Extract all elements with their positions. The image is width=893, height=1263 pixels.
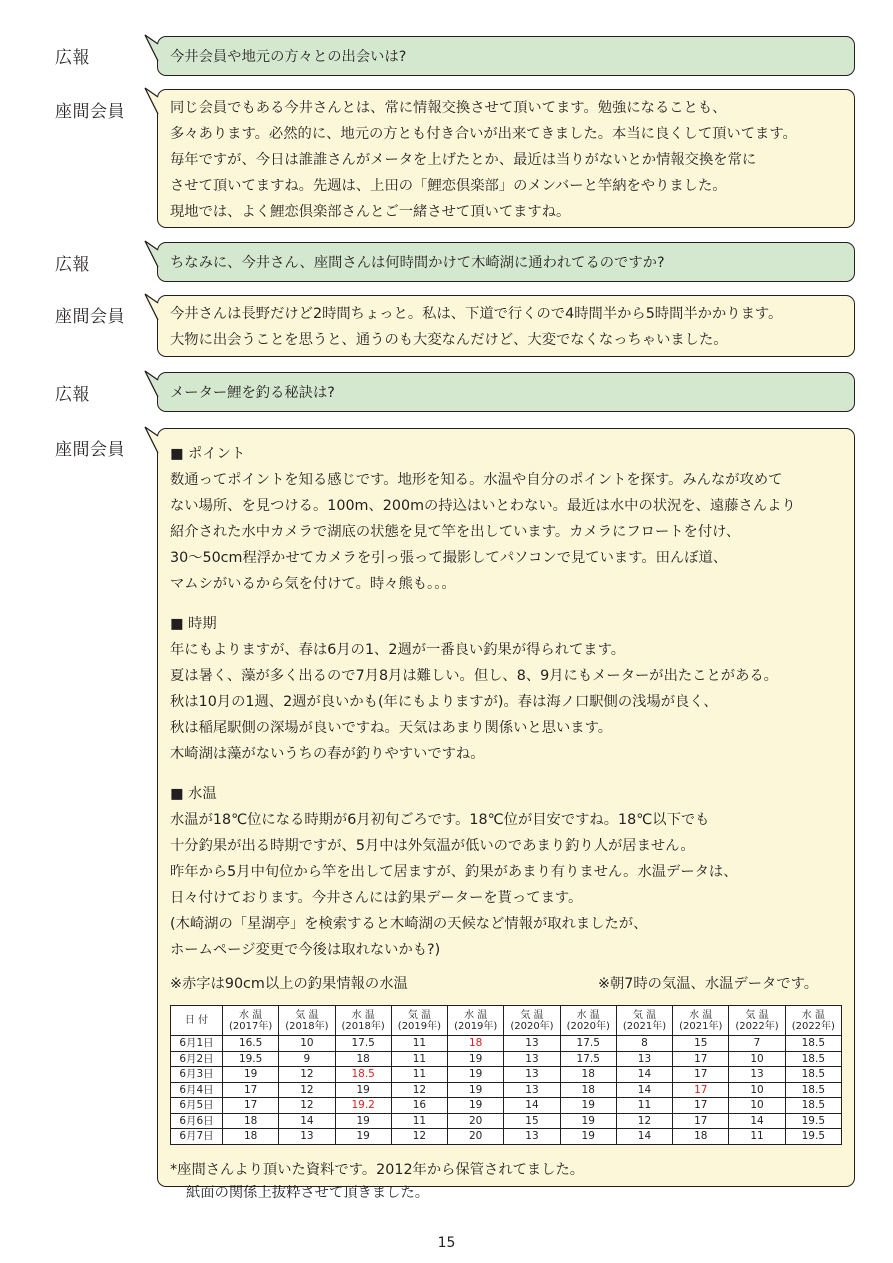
answer-line: ホームページ変更で今後は取れないかも?) [170, 942, 441, 958]
value-cell: 19 [448, 1051, 504, 1067]
value-cell: 17.5 [335, 1036, 391, 1052]
header-cell: 水 温 (2021年) [673, 1006, 729, 1036]
value-cell: 12 [391, 1082, 447, 1098]
table-row [171, 1067, 842, 1083]
value-cell: 17 [673, 1113, 729, 1129]
date-cell: 6月1日 [171, 1036, 223, 1052]
value-cell: 17 [223, 1098, 279, 1114]
table-body [171, 1036, 842, 1145]
value-cell: 19.5 [223, 1051, 279, 1067]
value-cell: 7 [729, 1036, 785, 1052]
value-cell: 19 [560, 1129, 616, 1145]
answer-bubble [157, 89, 855, 228]
date-cell: 6月5日 [171, 1098, 223, 1114]
question-text: メーター鯉を釣る秘訣は? [170, 385, 335, 401]
answer-line: させて頂いてますね。先週は、上田の「鯉恋倶楽部」のメンバーと竿納をやりました。 [170, 178, 727, 194]
value-cell: 13 [616, 1051, 672, 1067]
answer-line: 30〜50cm程浮かせてカメラを引っ張って撮影してパソコンで見ています。田んぼ道、 [170, 550, 728, 566]
value-cell: 19 [560, 1098, 616, 1114]
header-cell: 水 温 (2018年) [335, 1006, 391, 1036]
value-cell: 13 [504, 1129, 560, 1145]
value-cell: 19 [335, 1129, 391, 1145]
value-cell: 18 [223, 1113, 279, 1129]
answer-line: マムシがいるから気を付けて。時々熊も。。。 [170, 576, 456, 592]
value-cell: 16.5 [223, 1036, 279, 1052]
date-cell: 6月7日 [171, 1129, 223, 1145]
value-cell: 10 [729, 1051, 785, 1067]
value-cell: 17.5 [560, 1036, 616, 1052]
value-cell: 14 [504, 1098, 560, 1114]
answer-line: (木崎湖の「星湖亭」を検索すると木崎湖の天候など情報が取れましたが、 [170, 916, 648, 932]
value-cell: 14 [729, 1113, 785, 1129]
value-cell: 11 [391, 1113, 447, 1129]
value-cell: 12 [279, 1098, 335, 1114]
answer-line: 数通ってポイントを知る感じです。地形を知る。水温や自分のポイントを探す。みんなが攻めて [170, 472, 783, 488]
value-cell: 14 [616, 1067, 672, 1083]
table-row [171, 1036, 842, 1052]
value-cell: 18.5 [785, 1051, 841, 1067]
value-cell: 14 [279, 1113, 335, 1129]
question-text: ちなみに、今井さん、座間さんは何時間かけて木崎湖に通われてるのですか? [170, 255, 665, 271]
speaker-label: 座間会員 [55, 102, 125, 122]
value-cell: 10 [729, 1082, 785, 1098]
value-cell: 19.5 [785, 1113, 841, 1129]
answer-line: 十分釣果が出る時期ですが、5月中は外気温が低いのであまり釣り人が居ません。 [170, 838, 695, 854]
value-cell: 15 [504, 1113, 560, 1129]
value-cell: 12 [279, 1067, 335, 1083]
answer-line: 夏は暑く、藻が多く出るので7月8月は難しい。但し、8、9月にもメーターが出たことがある。 [170, 668, 778, 684]
value-cell: 17.5 [560, 1051, 616, 1067]
value-cell: 19.5 [785, 1129, 841, 1145]
header-cell: 気 温 (2019年) [391, 1006, 447, 1036]
speaker-label: 座間会員 [55, 307, 125, 327]
value-cell: 11 [391, 1051, 447, 1067]
value-cell: 19 [335, 1113, 391, 1129]
header-cell: 気 温 (2021年) [616, 1006, 672, 1036]
answer-line: 日々付けております。今井さんには釣果データーを貰ってます。 [170, 890, 583, 906]
section-heading-water-temp: ■ 水温 [170, 786, 217, 802]
value-cell: 13 [504, 1036, 560, 1052]
value-cell: 13 [729, 1067, 785, 1083]
value-cell: 20 [448, 1113, 504, 1129]
answer-line: 水温が18℃位になる時期が6月初旬ごろです。18℃位が目安ですね。18℃以下でも [170, 812, 710, 828]
page-number: 15 [437, 1235, 456, 1251]
table-notes [170, 971, 854, 997]
question-bubble [157, 372, 855, 412]
value-cell: 18 [673, 1129, 729, 1145]
value-cell: 13 [504, 1067, 560, 1083]
question-bubble [157, 242, 855, 282]
table-row [171, 1082, 842, 1098]
header-cell: 気 温 (2022年) [729, 1006, 785, 1036]
date-cell: 6月4日 [171, 1082, 223, 1098]
value-cell: 18.5 [785, 1036, 841, 1052]
value-cell: 17 [673, 1051, 729, 1067]
section-heading-point: ■ ポイント [170, 446, 246, 462]
value-cell: 11 [391, 1067, 447, 1083]
value-cell: 13 [504, 1051, 560, 1067]
answer-line: 秋は10月の1週、2週が良いかも(年にもよりますが)。春は海ノ口駅側の浅場が良く、 [170, 694, 718, 710]
answer-line: 秋は稲尾駅側の深場が良いですね。天気はあまり関係いと思います。 [170, 720, 613, 736]
footnote-line: *座間さんより頂いた資料です。2012年から保管されてました。 [170, 1161, 585, 1178]
answer-line: 今井さんは長野だけど2時間ちょっと。私は、下道で行くので4時間半から5時間半かかります。 [170, 306, 783, 322]
value-cell: 10 [279, 1036, 335, 1052]
answer-line: 多々あります。必然的に、地元の方とも付き合いが出来てきました。本当に良くして頂いてます。 [170, 126, 797, 142]
value-cell: 11 [391, 1036, 447, 1052]
date-cell: 6月6日 [171, 1113, 223, 1129]
question-bubble [157, 36, 855, 76]
answer-line: 昨年から5月中旬位から竿を出して居ますが、釣果があまり有りません。水温データは、 [170, 864, 738, 880]
value-cell: 19 [448, 1098, 504, 1114]
value-cell: 14 [616, 1129, 672, 1145]
speaker-label: 広報 [55, 255, 90, 275]
header-cell: 気 温 (2020年) [504, 1006, 560, 1036]
table-header-row [171, 1006, 842, 1036]
footnote-line: 紙面の関係上抜粋させて頂きました。 [186, 1184, 430, 1201]
value-cell: 16 [391, 1098, 447, 1114]
answer-line: ない場所、を見つける。100m、200mの持込はいとわない。最近は水中の状況を、遠藤さんより [170, 498, 796, 514]
answer-line: 毎年ですが、今日は誰誰さんがメータを上げたとか、最近は当りがないとか情報交換を常に [170, 152, 757, 168]
speaker-label: 座間会員 [55, 440, 125, 460]
value-cell: 18.5 [335, 1067, 391, 1083]
header-cell: 水 温 (2022年) [785, 1006, 841, 1036]
value-cell: 12 [391, 1129, 447, 1145]
value-cell: 19 [560, 1113, 616, 1129]
value-cell: 18.5 [785, 1098, 841, 1114]
value-cell: 18.5 [785, 1067, 841, 1083]
answer-line: 年にもよりますが、春は6月の1、2週が一番良い釣果が得られてます。 [170, 642, 626, 658]
answer-bubble [157, 428, 855, 1201]
table-row [171, 1098, 842, 1114]
table-row [171, 1129, 842, 1145]
header-cell: 水 温 (2017年) [223, 1006, 279, 1036]
value-cell: 15 [673, 1036, 729, 1052]
value-cell: 17 [223, 1082, 279, 1098]
question-text: 今井会員や地元の方々との出会いは? [170, 49, 407, 65]
header-cell: 気 温 (2018年) [279, 1006, 335, 1036]
section-heading-season: ■ 時期 [170, 616, 217, 632]
speaker-label: 広報 [55, 48, 90, 68]
value-cell: 18.5 [785, 1082, 841, 1098]
answer-line: 木崎湖は藻がないうちの春が釣りやすいですね。 [170, 746, 485, 762]
date-cell: 6月3日 [171, 1067, 223, 1083]
value-cell: 18 [560, 1067, 616, 1083]
value-cell: 14 [616, 1082, 672, 1098]
table-row [171, 1113, 842, 1129]
value-cell: 12 [279, 1082, 335, 1098]
date-cell: 6月2日 [171, 1051, 223, 1067]
value-cell: 17 [673, 1098, 729, 1114]
answer-line: 紹介された水中カメラで湖底の状態を見て竿を出しています。カメラにフロートを付け、 [170, 524, 741, 540]
value-cell: 17 [673, 1067, 729, 1083]
temperature-table [170, 1005, 842, 1145]
header-cell: 水 温 (2019年) [448, 1006, 504, 1036]
value-cell: 19 [223, 1067, 279, 1083]
answer-line: 同じ会員でもある今井さんとは、常に情報交換させて頂いてます。勉強になることも、 [170, 100, 727, 116]
value-cell: 18 [223, 1129, 279, 1145]
table-row [171, 1051, 842, 1067]
value-cell: 18 [448, 1036, 504, 1052]
value-cell: 20 [448, 1129, 504, 1145]
speaker-label: 広報 [55, 385, 90, 405]
value-cell: 10 [729, 1098, 785, 1114]
value-cell: 11 [729, 1129, 785, 1145]
value-cell: 19 [448, 1067, 504, 1083]
value-cell: 8 [616, 1036, 672, 1052]
value-cell: 12 [616, 1113, 672, 1129]
header-date: 日 付 [171, 1006, 223, 1036]
value-cell: 19 [448, 1082, 504, 1098]
value-cell: 11 [616, 1098, 672, 1114]
value-cell: 18 [560, 1082, 616, 1098]
red-note: ※赤字は90cm以上の釣果情報の水温 [170, 976, 408, 992]
answer-line: 大物に出会うことを思うと、通うのも大変なんだけど、大変でなくなっちゃいました。 [170, 332, 728, 348]
answer-line: 現地では、よく鯉恋倶楽部さんとご一緒させて頂いてますね。 [170, 204, 571, 220]
value-cell: 9 [279, 1051, 335, 1067]
value-cell: 19 [335, 1082, 391, 1098]
value-cell: 17 [673, 1082, 729, 1098]
header-cell: 水 温 (2020年) [560, 1006, 616, 1036]
time-note: ※朝7時の気温、水温データです。 [598, 976, 819, 992]
value-cell: 19.2 [335, 1098, 391, 1114]
answer-bubble [157, 295, 855, 357]
value-cell: 13 [279, 1129, 335, 1145]
value-cell: 18 [335, 1051, 391, 1067]
value-cell: 13 [504, 1082, 560, 1098]
